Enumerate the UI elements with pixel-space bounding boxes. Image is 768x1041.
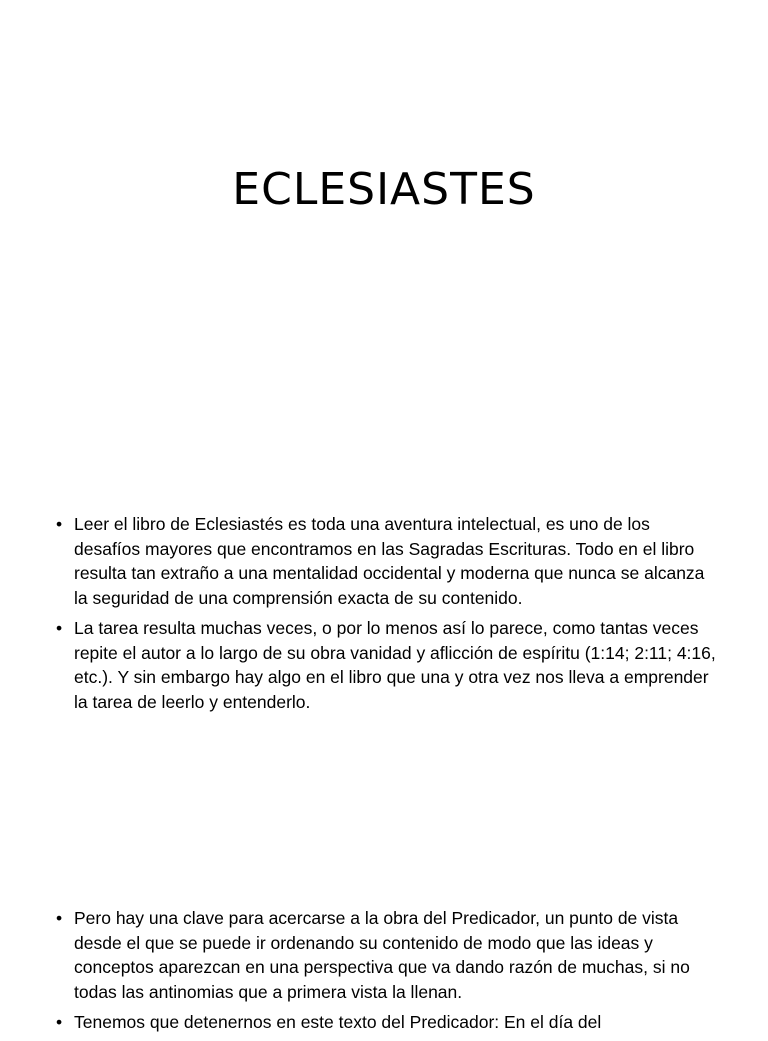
- bullet-list-key: [56, 906, 716, 1041]
- bullet-list-intro: [56, 512, 716, 720]
- page-title: ECLESIASTES: [232, 164, 536, 215]
- list-item: • Pero hay una clave para acercarse a la obra del Predicador, un punto de vista desde el que se puede ir ordenando su contenido de modo que las ideas y conceptos aparezcan en una perspectiva que va dando razón de muchas, si no todas las antinomias que a primera vista la llenan.: [56, 906, 716, 1004]
- list-item: • Tenemos que detenernos en este texto del Predicador: En el día del: [56, 1010, 716, 1035]
- list-item: • La tarea resulta muchas veces, o por lo menos así lo parece, como tantas veces repite el autor a lo largo de su obra vanidad y aflicción de espíritu (1:14; 2:11; 4:16, etc.). Y sin embargo hay algo en el libro que una y otra vez nos lleva a emprender la tarea de leerlo y entenderlo.: [56, 616, 716, 714]
- list-item: • Leer el libro de Eclesiastés es toda una aventura intelectual, es uno de los desafíos mayores que encontramos en las Sagradas Escrituras. Todo en el libro resulta tan extraño a una mentalidad occidental y moderna que nunca se alcanza la seguridad de una comprensión exacta de su contenido.: [56, 512, 716, 610]
